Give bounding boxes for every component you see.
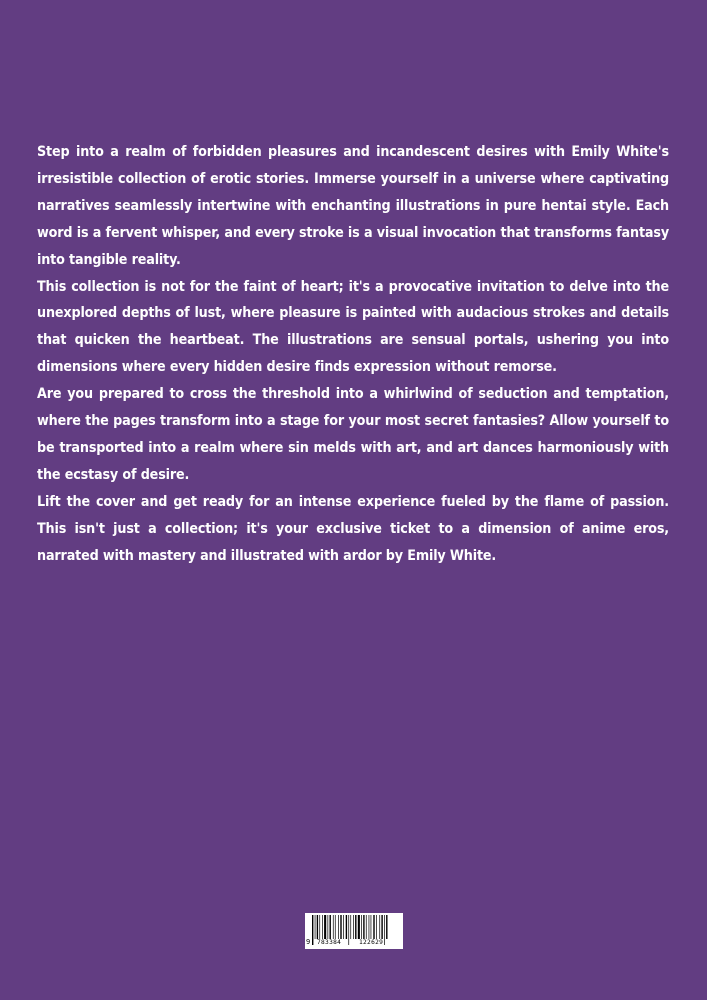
blurb-paragraph-2: This collection is not for the faint of heart; it's a provocative invitation to delve into the unexplored depths of lust, where pleasure is painted with audacious strokes and details that quicken the heartbeat. The illustrations are sensual portals, ushering you into dimensions where every hidden desire finds expression without remorse.: [37, 278, 669, 376]
barcode-bar: [366, 915, 367, 939]
barcode-bar: [384, 915, 385, 945]
barcode-bar: [315, 915, 316, 939]
back-cover-blurb: [37, 139, 669, 570]
blurb-paragraph-4: Lift the cover and get ready for an intense experience fueled by the flame of passion. This isn't just a collection; it's your exclusive ticket to a dimension of anime eros, narrated with mastery and illustrated with ardor by Emily White.: [37, 493, 669, 564]
barcode-bar: [350, 915, 351, 939]
barcode-bar: [361, 915, 362, 939]
barcode-bar: [322, 915, 323, 939]
barcode-bar: [386, 915, 387, 939]
barcode-bar: [363, 915, 364, 939]
barcode-bar: [340, 915, 341, 939]
barcode-bar: [319, 915, 320, 939]
barcode-bar: [330, 915, 331, 939]
barcode-bar: [355, 915, 356, 939]
barcode-bar: [371, 915, 372, 939]
barcode-bar: [312, 915, 313, 945]
barcode-bar: [379, 915, 380, 939]
barcode-bar: [343, 915, 344, 939]
barcode-bar: [348, 915, 349, 945]
barcode-bar: [317, 915, 318, 939]
barcode-right-digits: 122629: [359, 939, 384, 946]
barcode-bar: [346, 915, 347, 939]
barcode-bar: [381, 915, 382, 939]
barcode-lead-digit: 9: [306, 938, 311, 946]
barcode-bar: [338, 915, 339, 939]
barcode-bar: [353, 915, 354, 939]
barcode-bar: [335, 915, 336, 939]
barcode-left-digits: 783384: [317, 939, 342, 946]
blurb-paragraph-3: Are you prepared to cross the threshold into a whirlwind of seduction and temptation, where the pages transform into a stage for your most secret fantasies? Allow yourself to be transported into a realm where sin melds with art, and art dances harmoniously with the ecstasy of desire.: [37, 386, 669, 483]
blurb-paragraph-1: Step into a realm of forbidden pleasures and incandescent desires with Emily White's irresistible collection of erotic stories. Immerse yourself in a universe where captivating narratives seamlessly intertwine with enchanting illustrations in pure hentai style. Each word is a fervent whisper, and every stroke is a visual invocation that transforms fantasy into tangible reality.: [37, 144, 669, 268]
barcode-bar: [328, 915, 329, 939]
barcode-bar: [358, 915, 360, 939]
barcode-bar: [369, 915, 370, 939]
barcode-bar: [373, 915, 374, 939]
barcode-bar: [324, 915, 326, 939]
barcode-bar: [376, 915, 377, 939]
barcode-bar: [333, 915, 334, 939]
isbn-barcode: [305, 913, 403, 949]
